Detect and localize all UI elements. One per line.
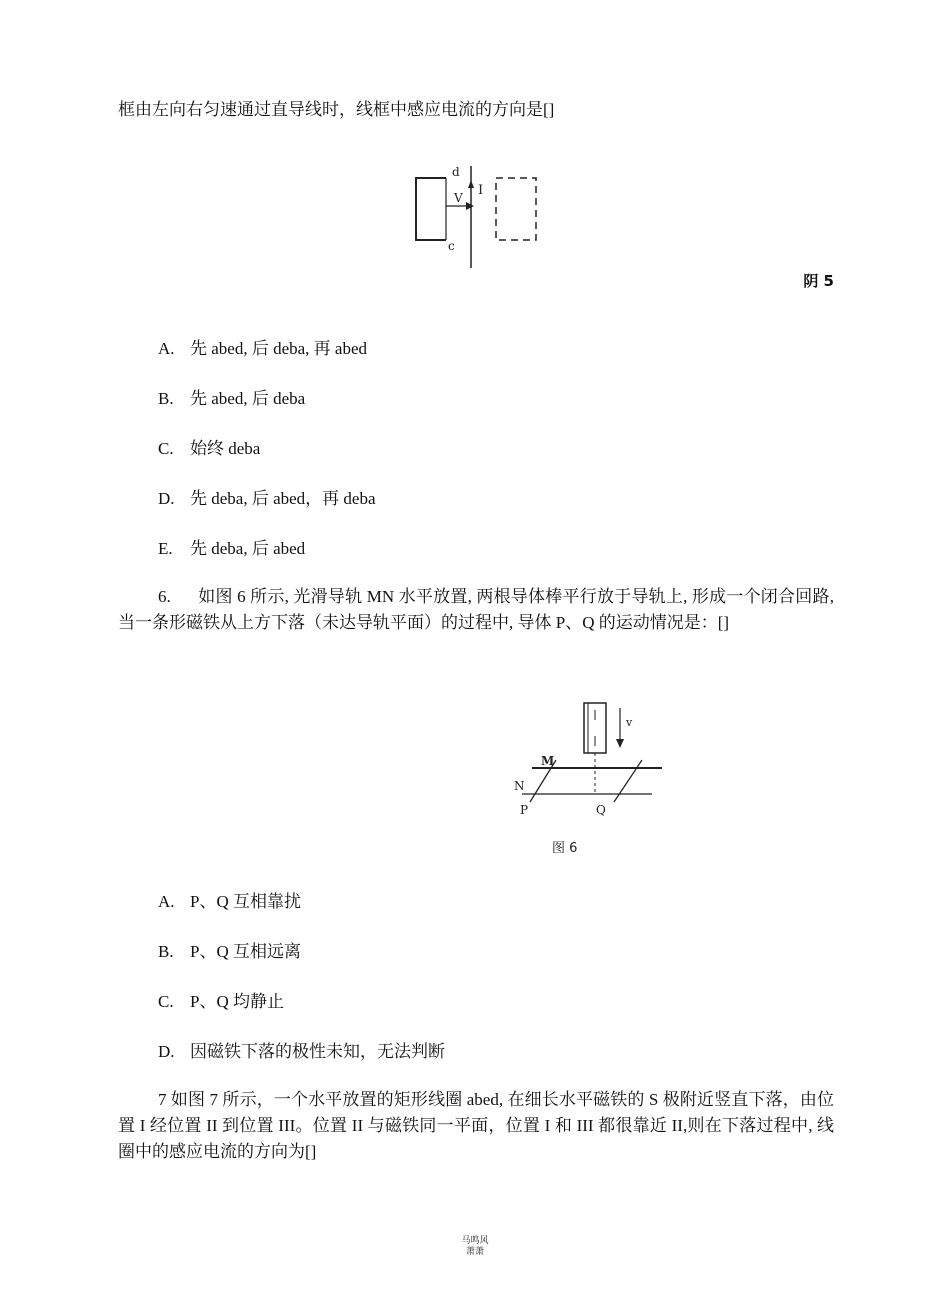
option-text: 先 abed, 后 deba, 再 abed [190,339,368,358]
option-e [158,536,305,562]
option-letter: C. [158,992,174,1011]
option-d [158,1039,445,1065]
option-letter: D. [158,1042,175,1061]
figure-6-bar-q [614,760,642,802]
option-text: P、Q 互相靠扰 [190,892,301,911]
option-text: P、Q 均静止 [190,992,284,1011]
option-letter: C. [158,439,174,458]
option-letter: E. [158,539,173,558]
option-letter: B. [158,942,174,961]
figure-5-solid-frame [416,178,446,240]
figure-5-label-d: d [452,165,460,179]
option-letter: D. [158,489,175,508]
figure-6-label-p: P [520,803,529,817]
figure-6-diagram [508,698,668,863]
option-d [158,486,376,512]
option-letter: A. [158,339,175,358]
question-7-stem: 7 如图 7 所示，一个水平放置的矩形线圈 abed, 在细长水平磁铁的 S 极附近竖直下落，由位置 I 经位置 II 到位置 III。位置 II 与磁铁同一平面，位置 I 和 III 都很靠近 II,则在下落过程中, 线圈中的感应电流的方向为[] [118,1090,834,1161]
footer-line-1: 马鸣风 [461,1236,489,1246]
option-text: 先 deba, 后 abed，再 deba [190,489,376,508]
option-b [158,939,301,965]
option-c [158,989,284,1015]
option-a [158,889,301,915]
option-c [158,436,260,462]
figure-5-label-v: V [454,191,463,205]
question-5-stem-tail: 框由左向右匀速通过直导线时，线框中感应电流的方向是[] [118,100,555,119]
option-letter: B. [158,389,174,408]
figure-6-label-v: v [626,716,633,729]
option-text: 先 abed, 后 deba [190,389,306,408]
figure-6-label-m: M [541,754,555,768]
figure-5-diagram [408,162,543,272]
question-6-text: 如图 6 所示, 光滑导轨 MN 水平放置, 两根导体棒平行放于导轨上, 形成一个闭合回路, 当一条形磁铁从上方下落（未达导轨平面）的过程中, 导体 P、Q 的运动情况是：[] [118,587,834,632]
option-text: 因磁铁下落的极性未知，无法判断 [190,1042,445,1061]
option-text: P、Q 互相远离 [190,942,301,961]
question-6-stem [118,584,834,636]
figure-6-caption: 图 6 [552,841,578,856]
figure-5-label-i: I [478,183,484,198]
question-6-number: 6. [158,587,171,606]
figure-5-label-c: c [448,239,455,253]
figure-5-caption: 阴 5 [803,272,834,290]
option-text: 先 deba, 后 abed [190,539,306,558]
figure-6-label-n: N [514,779,525,793]
option-b [158,386,305,412]
figure-5-dashed-frame [496,178,536,240]
option-a [158,336,367,362]
option-letter: A. [158,892,175,911]
option-text: 始终 deba [190,439,261,458]
footer-line-2: 萧萧 [465,1247,484,1257]
figure-6-label-q: Q [596,803,606,817]
